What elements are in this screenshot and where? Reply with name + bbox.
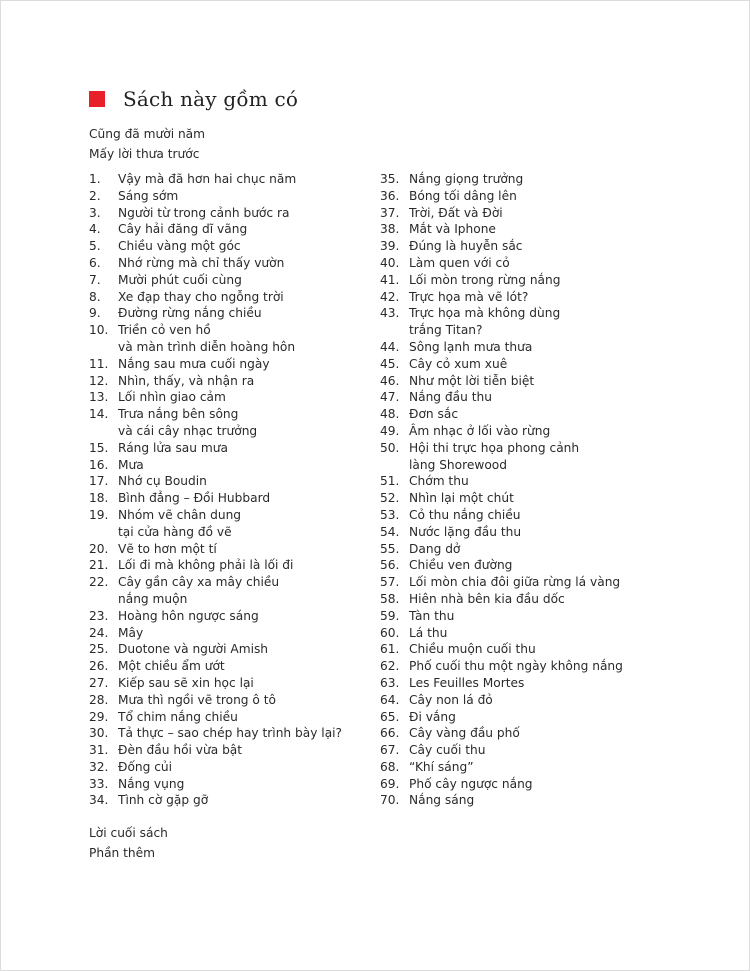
toc-entry <box>380 776 680 793</box>
toc-entry-number: 5. <box>89 239 101 254</box>
red-square-marker <box>89 91 105 107</box>
toc-entry <box>380 305 680 339</box>
toc-entry <box>380 238 680 255</box>
toc-entry-number: 42. <box>380 289 400 304</box>
toc-entry <box>89 692 379 709</box>
toc-entry-number: 9. <box>89 306 101 321</box>
toc-entry-title: Âm nhạc ở lối vào rừng <box>409 423 551 438</box>
toc-entry-title: Bình đẳng – Đồi Hubbard <box>118 491 271 506</box>
back-matter-item: Lời cuối sách <box>89 826 168 840</box>
toc-entry-title: Chớm thu <box>409 474 469 489</box>
toc-entry-title: Hoàng hôn ngược sáng <box>118 608 259 623</box>
toc-entry-number: 39. <box>380 239 400 254</box>
toc-entry <box>380 356 680 373</box>
toc-entry <box>380 524 680 541</box>
toc-entry <box>89 322 379 356</box>
toc-entry <box>89 574 379 608</box>
toc-entry-title: Cây cuối thu <box>409 743 486 758</box>
toc-entry-title: Lá thu <box>409 625 448 640</box>
toc-entry-number: 38. <box>380 222 400 237</box>
toc-entry-title: Hiên nhà bên kia đầu dốc <box>409 591 565 606</box>
toc-entry-title: Nhớ rừng mà chỉ thấy vườn <box>118 255 285 270</box>
toc-entry-title: Cây cỏ xum xuê <box>409 356 508 371</box>
toc-entry-number: 32. <box>89 759 109 774</box>
toc-entry-title: Trưa nắng bên sông và cái cây nhạc trưởng <box>118 407 258 438</box>
toc-entry-title: Cây gần cây xa mây chiều nắng muộn <box>118 575 280 606</box>
toc-entry-title: Chiều muộn cuối thu <box>409 642 536 657</box>
toc-entry-title: Cây non lá đỏ <box>409 692 493 707</box>
toc-entry <box>89 742 379 759</box>
toc-left-column <box>89 171 379 809</box>
toc-entry-title: Triền cỏ ven hồ và màn trình diễn hoàng hôn <box>118 323 296 354</box>
toc-entry-number: 47. <box>380 390 400 405</box>
toc-entry <box>89 373 379 390</box>
toc-entry-number: 28. <box>89 692 109 707</box>
toc-entry-number: 37. <box>380 205 400 220</box>
toc-entry <box>89 675 379 692</box>
toc-entry-number: 1. <box>89 172 101 186</box>
toc-entry-number: 46. <box>380 373 400 388</box>
toc-entry-title: Lối mòn chia đôi giữa rừng lá vàng <box>409 575 621 590</box>
toc-entry-title: Nhớ cụ Boudin <box>118 474 207 489</box>
toc-entry <box>89 776 379 793</box>
toc-entry-number: 66. <box>380 726 400 741</box>
toc-entry-number: 33. <box>89 776 109 791</box>
toc-entry-title: Phố cây ngược nắng <box>409 776 533 791</box>
toc-entry <box>380 205 680 222</box>
toc-entry-title: Tình cờ gặp gỡ <box>118 793 209 808</box>
toc-entry-number: 53. <box>380 507 400 522</box>
toc-entry <box>89 188 379 205</box>
toc-entry-number: 70. <box>380 793 400 808</box>
toc-entry <box>380 389 680 406</box>
toc-entry-number: 25. <box>89 642 109 657</box>
toc-entry-title: Lối đi mà không phải là lối đi <box>118 558 294 573</box>
toc-entry <box>380 709 680 726</box>
toc-entry <box>380 591 680 608</box>
toc-entry <box>89 272 379 289</box>
toc-entry <box>380 759 680 776</box>
toc-entry-title: Nắng vụng <box>118 776 185 791</box>
toc-entry <box>89 507 379 541</box>
toc-entry-title: Trực họa mà không dùng trắng Titan? <box>409 306 561 338</box>
toc-entry <box>89 490 379 507</box>
toc-entry-number: 63. <box>380 675 400 690</box>
toc-entry <box>380 289 680 306</box>
toc-entry-title: Mưa thì ngồi vẽ trong ô tô <box>118 692 276 707</box>
toc-entry-number: 67. <box>380 743 400 758</box>
toc-entry-number: 13. <box>89 390 109 405</box>
toc-entry <box>89 541 379 558</box>
toc-entry-number: 61. <box>380 642 400 657</box>
toc-entry-number: 54. <box>380 524 400 539</box>
toc-entry-number: 58. <box>380 591 400 606</box>
toc-entry-title: Mắt và Iphone <box>409 222 496 237</box>
toc-entry-title: Tàn thu <box>409 608 455 623</box>
toc-entry-title: Sông lạnh mưa thưa <box>409 339 533 354</box>
toc-entry-number: 51. <box>380 474 400 489</box>
toc-entry-title: Đống củi <box>118 759 173 774</box>
toc-entry <box>380 725 680 742</box>
toc-entry-number: 52. <box>380 491 400 506</box>
back-matter-item: Phần thêm <box>89 846 156 860</box>
toc-entry-title: Dang dở <box>409 541 461 556</box>
toc-entry-number: 50. <box>380 440 400 455</box>
toc-entry-number: 57. <box>380 575 400 590</box>
toc-entry-title: Cây vàng đầu phố <box>409 726 520 741</box>
toc-entry-title: Nước lặng đầu thu <box>409 524 522 539</box>
toc-entry-title: Nhóm vẽ chân dung tại cửa hàng đồ vẽ <box>118 507 242 539</box>
toc-entry-number: 35. <box>380 172 400 186</box>
toc-entry-title: Vẽ to hơn một tí <box>118 541 217 556</box>
toc-entry-number: 17. <box>89 474 109 489</box>
toc-entry <box>89 473 379 490</box>
toc-entry <box>380 658 680 675</box>
toc-entry <box>89 238 379 255</box>
toc-entry-number: 23. <box>89 608 109 623</box>
toc-entry <box>380 373 680 390</box>
toc-entry-title: Người từ trong cảnh bước ra <box>118 205 290 220</box>
toc-entry-title: Nhìn, thấy, và nhận ra <box>118 373 255 388</box>
toc-entry-title: Xe đạp thay cho ngỗng trời <box>118 289 284 304</box>
toc-entry-number: 55. <box>380 541 400 556</box>
toc-entry-number: 60. <box>380 625 400 640</box>
toc-entry-title: Đường rừng nắng chiều <box>118 306 262 321</box>
toc-entry-number: 12. <box>89 373 109 388</box>
toc-entry <box>380 692 680 709</box>
toc-entry-number: 29. <box>89 709 109 724</box>
toc-entry <box>89 406 379 440</box>
toc-entry <box>89 255 379 272</box>
toc-entry <box>380 675 680 692</box>
toc-entry <box>380 255 680 272</box>
toc-entry-number: 27. <box>89 675 109 690</box>
toc-entry-title: Làm quen với cỏ <box>409 255 510 270</box>
toc-entry <box>380 792 680 809</box>
toc-entry-number: 59. <box>380 608 400 623</box>
toc-entry <box>380 742 680 759</box>
front-matter-item: Mấy lời thưa trước <box>89 147 200 161</box>
toc-entry-number: 45. <box>380 356 400 371</box>
page-title: Sách này gồm có <box>123 87 299 111</box>
toc-entry <box>380 490 680 507</box>
toc-entry-number: 22. <box>89 575 109 590</box>
toc-entry <box>89 759 379 776</box>
toc-entry-title: Bóng tối dâng lên <box>409 188 517 203</box>
toc-entry-number: 69. <box>380 776 400 791</box>
toc-entry-title: Tổ chim nắng chiều <box>118 709 238 724</box>
toc-entry-number: 16. <box>89 457 109 472</box>
toc-entry-number: 6. <box>89 255 101 270</box>
toc-entry <box>89 725 379 742</box>
toc-entry <box>89 389 379 406</box>
toc-entry-title: Hội thi trực họa phong cảnh làng Shorewood <box>409 440 580 472</box>
toc-entry <box>89 625 379 642</box>
toc-entry-title: Nắng sau mưa cuối ngày <box>118 356 270 371</box>
toc-entry <box>89 305 379 322</box>
toc-entry <box>380 423 680 440</box>
toc-entry <box>380 541 680 558</box>
toc-entry <box>380 625 680 642</box>
toc-entry-number: 56. <box>380 558 400 573</box>
toc-entry-title: Phố cuối thu một ngày không nắng <box>409 659 623 674</box>
toc-entry-number: 44. <box>380 339 400 354</box>
toc-entry <box>380 221 680 238</box>
toc-entry <box>89 792 379 809</box>
toc-entry-title: Chiều ven đường <box>409 558 513 573</box>
toc-entry-number: 64. <box>380 692 400 707</box>
toc-entry-title: Mưa <box>118 457 144 472</box>
toc-entry-title: Mười phút cuối cùng <box>118 272 242 287</box>
toc-entry <box>380 641 680 658</box>
toc-entry-number: 8. <box>89 289 101 304</box>
toc-entry-number: 49. <box>380 423 400 438</box>
toc-entry-title: Một chiều ẩm ướt <box>118 659 225 674</box>
toc-entry <box>380 440 680 474</box>
toc-entry <box>89 608 379 625</box>
front-matter-item: Cũng đã mười năm <box>89 127 206 141</box>
toc-entry-number: 10. <box>89 323 109 338</box>
toc-entry-number: 26. <box>89 659 109 674</box>
toc-entry-number: 3. <box>89 205 101 220</box>
toc-entry-number: 4. <box>89 222 101 237</box>
toc-entry-number: 40. <box>380 255 400 270</box>
toc-entry-number: 18. <box>89 491 109 506</box>
toc-entry-title: Kiếp sau sẽ xin học lại <box>118 675 254 690</box>
toc-entry <box>380 272 680 289</box>
toc-entry-title: Cây hải đăng dĩ vãng <box>118 222 248 237</box>
toc-entry-title: Nhìn lại một chút <box>409 491 514 506</box>
section-header <box>89 87 298 111</box>
toc-entry-number: 68. <box>380 759 400 774</box>
toc-entry-number: 19. <box>89 507 109 522</box>
toc-entry-title: Tả thực – sao chép hay trình bày lại? <box>118 726 343 741</box>
toc-entry-title: Như một lời tiễn biệt <box>409 373 535 388</box>
toc-entry-number: 14. <box>89 407 109 422</box>
toc-entry-title: “Khí sáng” <box>409 759 474 774</box>
toc-entry <box>89 658 379 675</box>
toc-entry-title: Lối mòn trong rừng nắng <box>409 272 561 287</box>
toc-entry-title: Đèn đầu hồi vừa bật <box>118 743 243 758</box>
toc-entry-number: 34. <box>89 793 109 808</box>
toc-entry-title: Mây <box>118 625 144 640</box>
toc-entry-title: Vậy mà đã hơn hai chục năm <box>118 172 297 186</box>
toc-entry <box>89 457 379 474</box>
toc-entry-title: Đi vắng <box>409 709 456 724</box>
toc-entry-number: 65. <box>380 709 400 724</box>
toc-entry-title: Les Feuilles Mortes <box>409 675 525 690</box>
toc-entry-number: 30. <box>89 726 109 741</box>
toc-entry <box>380 473 680 490</box>
toc-entry-number: 21. <box>89 558 109 573</box>
toc-entry <box>380 507 680 524</box>
toc-entry-title: Nắng sáng <box>409 793 475 808</box>
toc-right-column <box>380 171 680 809</box>
toc-entry-number: 62. <box>380 659 400 674</box>
front-matter <box>89 124 205 164</box>
toc-entry <box>380 608 680 625</box>
toc-entry-title: Đúng là huyễn sắc <box>409 239 523 254</box>
toc-entry-title: Cỏ thu nắng chiều <box>409 507 521 522</box>
toc-entry-number: 43. <box>380 306 400 321</box>
toc-entry-title: Trực họa mà vẽ lót? <box>409 289 529 304</box>
toc-entry-title: Nắng đầu thu <box>409 390 492 405</box>
toc-entry-title: Duotone và người Amish <box>118 642 269 657</box>
toc-entry <box>89 641 379 658</box>
toc-entry <box>380 339 680 356</box>
toc-entry <box>89 171 379 188</box>
toc-entry <box>89 557 379 574</box>
toc-entry-title: Sáng sớm <box>118 188 179 203</box>
toc-entry-title: Chiều vàng một góc <box>118 239 241 254</box>
toc-entry-title: Trời, Đất và Đời <box>409 205 503 220</box>
toc-entry <box>380 574 680 591</box>
toc-entry-title: Ráng lửa sau mưa <box>118 440 228 455</box>
toc-entry-number: 11. <box>89 356 109 371</box>
toc-entry-title: Đơn sắc <box>409 407 459 422</box>
toc-entry <box>89 221 379 238</box>
toc-entry <box>380 188 680 205</box>
toc-entry <box>89 356 379 373</box>
back-matter <box>89 823 168 863</box>
toc-entry <box>380 171 680 188</box>
toc-entry <box>380 557 680 574</box>
toc-entry <box>380 406 680 423</box>
toc-entry-number: 24. <box>89 625 109 640</box>
toc-entry-number: 7. <box>89 272 101 287</box>
toc-entry-number: 15. <box>89 440 109 455</box>
toc-entry-number: 36. <box>380 188 400 203</box>
toc-entry-title: Nắng giọng trưởng <box>409 172 524 186</box>
toc-entry-number: 2. <box>89 188 101 203</box>
toc-entry-number: 20. <box>89 541 109 556</box>
toc-entry <box>89 289 379 306</box>
toc-entry <box>89 205 379 222</box>
toc-entry <box>89 440 379 457</box>
toc-entry <box>89 709 379 726</box>
toc-entry-number: 31. <box>89 743 109 758</box>
toc-entry-number: 48. <box>380 407 400 422</box>
toc-entry-title: Lối nhìn giao cảm <box>118 390 226 405</box>
toc-entry-number: 41. <box>380 272 400 287</box>
